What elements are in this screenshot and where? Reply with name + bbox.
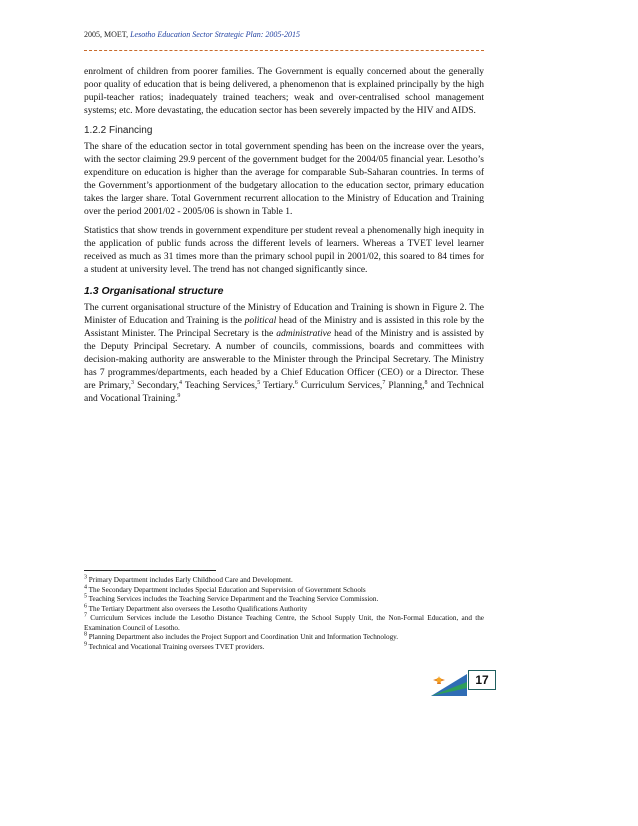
body-text <box>84 66 484 412</box>
footnote-number: 8 <box>84 631 87 638</box>
header-prefix: 2005, MOET, <box>84 30 131 39</box>
org-text-political: political <box>244 316 277 326</box>
footnote-5 <box>84 595 484 605</box>
footnote-number: 7 <box>84 612 87 619</box>
footnote-ref-7[interactable]: 7 <box>382 379 386 386</box>
footnote-text: The Secondary Department includes Special Education and Supervision of Government Schools <box>87 585 366 594</box>
org-text-administrative: administrative <box>276 329 332 339</box>
org-planning: Planning, <box>385 381 425 391</box>
footnote-number: 9 <box>84 641 87 648</box>
paragraph-education-share: The share of the education sector in total government spending has been on the increase over the years, with the sector claiming 29.9 percent of the government budget for the 2004/05 financial year. Lesotho’s expenditure on education is higher than the average for comparable Sub-Saharan countries. In terms of the Government’s apportionment of the budgetary allocation to the education sector, primary education takes the larger share. Total Government recurrent allocation to the Ministry of Education and Training over the period 2001/02 - 2005/06 is shown in Table 1. <box>84 142 484 217</box>
footnote-text: Teaching Services includes the Teaching Service Department and the Teaching Service Commission. <box>87 595 379 603</box>
org-text-c: head of the Ministry and is assisted by the Deputy Principal Secretary. A number of councils, commissions, boards and committees with decision-making authority are answerable to the Minister through the Principal Secretary. The Ministry has 7 programmes/departments, each headed by a Chief Education Officer (CEO) or a Director. These are Primary, <box>84 329 484 391</box>
org-teaching: Teaching Services, <box>181 381 258 391</box>
footnote-text: Technical and Vocational Training oversees TVET providers. <box>87 642 265 651</box>
paragraph-hiv-aids: enrolment of children from poorer families. The Government is equally concerned about the generally poor quality of education that is being delivered, a phenomenon that is explained principally by the high pupil-teacher ratios; inadequately trained teachers; weak and over-centralised school management systems; etc. More devastating, the education sector has been severely impacted by the HIV and AIDS. <box>84 67 484 116</box>
footnote-ref-3[interactable]: 3 <box>131 379 135 386</box>
heading-organisational-structure: 1.3 Organisational structure <box>84 285 224 297</box>
org-text-b: head of the Ministry and is assisted in this role by the Assistant Minister. The Principal Secretary is the <box>84 316 484 339</box>
org-curriculum: Curriculum Services, <box>297 381 383 391</box>
page-number: 17 <box>468 670 496 690</box>
footnote-ref-9[interactable]: 9 <box>177 392 181 399</box>
footnote-number: 3 <box>84 574 87 581</box>
footnote-ref-8[interactable]: 8 <box>424 379 428 386</box>
org-tertiary: Tertiary. <box>260 381 295 391</box>
footnote-text: Primary Department includes Early Childhood Care and Development. <box>87 576 293 584</box>
paragraph-expenditure-inequity: Statistics that show trends in government expenditure per student reveal a phenomenally high inequity in the application of public funds across the different levels of learners. Whereas a TVET level learner received as much as 31 times more than the primary school pupil in 2001/02, this soared to 84 times for a student at university level. The trend has not changed significantly since. <box>84 226 484 275</box>
org-secondary: Secondary, <box>134 381 179 391</box>
footnote-3 <box>84 576 484 586</box>
footnote-number: 5 <box>84 593 87 600</box>
footnote-6 <box>84 605 484 615</box>
footnote-9 <box>84 643 484 653</box>
footnotes <box>84 576 484 652</box>
footnote-number: 6 <box>84 603 87 610</box>
footnote-7 <box>84 614 484 633</box>
footnote-text: Curriculum Services include the Lesotho Distance Teaching Centre, the School Supply Unit, the Non-Formal Education, and the Examination Council of Lesotho. <box>84 614 484 632</box>
org-tvet: and Technical and Vocational Training. <box>84 381 485 404</box>
paragraph-organisational-structure <box>84 302 484 406</box>
org-text-a: The current organisational structure of the Ministry of Education and Training is shown in Figure 2. The Minister of Education and Training is the <box>84 303 484 326</box>
header-title: Lesotho Education Sector Strategic Plan: 2005-2015 <box>130 30 301 39</box>
running-header <box>84 30 484 39</box>
footnote-text: Planning Department also includes the Project Support and Coordination Unit and Information Technology. <box>87 633 399 641</box>
footnote-number: 4 <box>84 584 87 591</box>
header-divider <box>84 50 484 51</box>
heading-financing: 1.2.2 Financing <box>84 125 153 136</box>
footnote-4 <box>84 586 484 596</box>
moet-logo-icon <box>431 668 467 696</box>
footnote-8 <box>84 633 484 643</box>
footnote-ref-6[interactable]: 6 <box>294 379 298 386</box>
footnote-text: The Tertiary Department also oversees the Lesotho Qualifications Authority <box>87 604 308 613</box>
footnote-ref-4[interactable]: 4 <box>178 379 182 386</box>
footnote-separator <box>84 570 216 571</box>
footnote-ref-5[interactable]: 5 <box>257 379 261 386</box>
